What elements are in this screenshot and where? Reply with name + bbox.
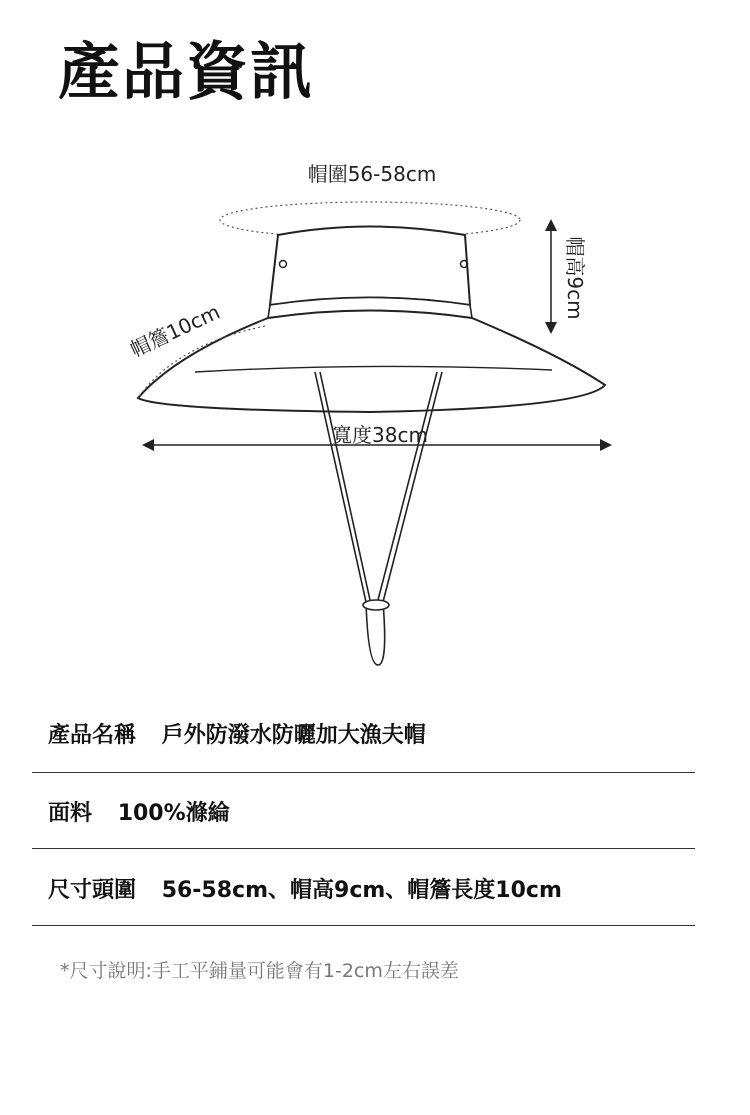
circumference-label: 帽圍56-58cm	[307, 162, 437, 186]
chin-strap	[315, 372, 442, 665]
spec-label: 尺寸頭圍	[48, 878, 137, 903]
page-title: 產品資訊	[58, 35, 315, 108]
spec-value: 56-58cm、帽高9cm、帽簷長度10cm	[161, 878, 562, 903]
brim-label: 帽簷10cm	[126, 299, 224, 362]
size-note: *尺寸說明:手工平鋪量可能會有1-2cm左右誤差	[60, 960, 459, 982]
divider	[32, 772, 695, 773]
spec-row-size	[48, 873, 562, 904]
spec-row-material	[48, 796, 230, 827]
width-label: 寬度38cm	[332, 423, 428, 447]
hat-size-diagram	[0, 140, 750, 680]
spec-row-product-name	[48, 718, 426, 749]
divider	[32, 925, 695, 926]
hat-crown	[270, 227, 470, 306]
strap-toggle	[363, 600, 389, 610]
spec-label: 產品名稱	[48, 723, 137, 748]
spec-value: 100%滌綸	[117, 801, 230, 826]
height-label: 帽高9cm	[563, 236, 587, 320]
spec-value: 戶外防潑水防曬加大漁夫帽	[161, 723, 426, 748]
divider	[32, 848, 695, 849]
spec-label: 面料	[48, 801, 93, 826]
